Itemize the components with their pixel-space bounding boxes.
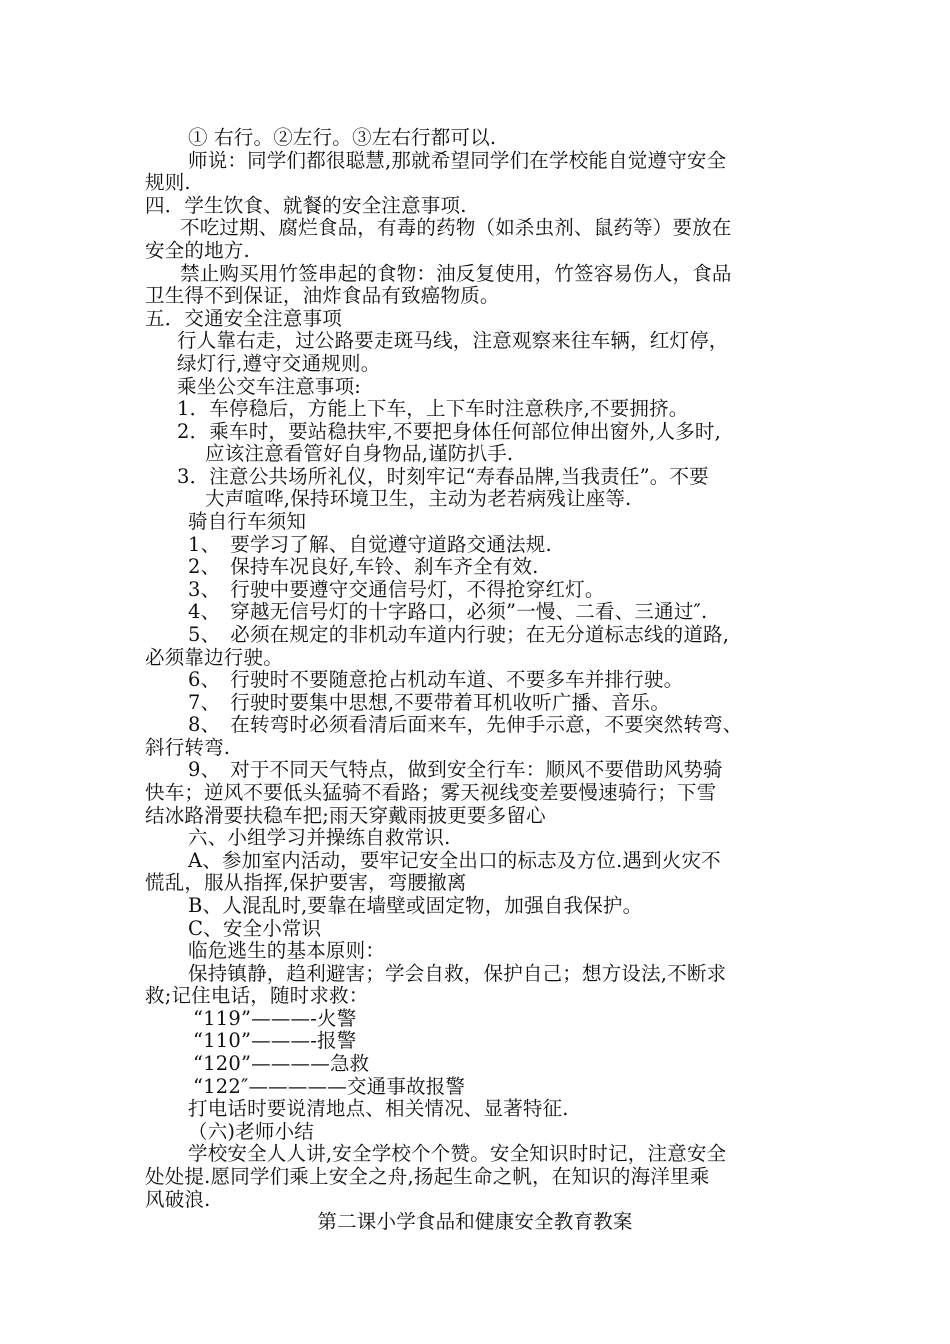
list-item: 3．注意公共场所礼仪，时刻牢记“寿春品牌,当我责任”。不要: [177, 465, 709, 488]
list-item: 2、 保持车况良好,车铃、刹车齐全有效.: [188, 555, 539, 578]
text-line: 绿灯行,遵守交通规则。: [177, 352, 381, 375]
list-item: 7、 行驶时要集中思想,不要带着耳机收听广播、音乐。: [188, 691, 671, 714]
list-item: 3、 行驶中要遵守交通信号灯，不得抢穿红灯。: [188, 578, 605, 601]
text-line: 卫生得不到保证，油炸食品有致癌物质。: [145, 284, 500, 307]
list-item: 2．乘车时，要站稳扶牢,不要把身体任何部位伸出窗外,人多时,: [177, 420, 722, 443]
text-line: C、安全小常识: [188, 917, 322, 940]
text-line: 保持镇静，趋利避害；学会自救，保护自己；想方设法,不断求: [188, 962, 727, 985]
text-line: 救;记住电话，随时求救：: [145, 984, 369, 1007]
text-line: A、参加室内活动，要牢记安全出口的标志及方位.遇到火灾不: [188, 849, 721, 872]
phone-entry: “122″—————交通事故报警: [193, 1075, 466, 1098]
text-line: 打电话时要说清地点、相关情况、显著特征.: [188, 1097, 569, 1120]
list-item: 4、 穿越无信号灯的十字路口，必须”一慢、二看、三通过″.: [188, 600, 708, 623]
phone-entry: “119”———-火警: [193, 1007, 357, 1030]
section-heading: 五．交通安全注意事项: [145, 307, 343, 330]
section-heading: 六、小组学习并操练自救常识.: [188, 826, 451, 849]
text-line: 斜行转弯.: [145, 736, 231, 759]
list-item: 5、 必须在规定的非机动车道内行驶；在无分道标志线的道路,: [188, 623, 730, 646]
next-lesson-title: 第二课小学食品和健康安全教育教案: [317, 1210, 633, 1233]
text-line: 临危逃生的基本原则：: [188, 939, 386, 962]
list-item-continued: 应该注意看管好自身物品,谨防扒手.: [205, 442, 514, 465]
text-line: 师说：同学们都很聪慧,那就希望同学们在学校能自觉遵守安全: [188, 149, 727, 172]
text-line: 快车；逆风不要低头猛骑不看路；雾天视线变差要慢速骑行；下雪: [145, 781, 717, 804]
text-line: 禁止购买用竹签串起的食物：油反复使用，竹签容易伤人，食品: [180, 262, 732, 285]
text-line: 学校安全人人讲,安全学校个个赞。安全知识时时记，注意安全: [188, 1142, 727, 1165]
text-line: 处处提.愿同学们乘上安全之舟,扬起生命之帆，在知识的海洋里乘: [145, 1165, 710, 1188]
list-item: 1、 要学习了解、自觉遵守道路交通法规.: [188, 533, 552, 556]
text-line: 行人靠右走，过公路要走斑马线，注意观察来往车辆，红灯停，: [177, 329, 729, 352]
text-line: 不吃过期、腐烂食品，有毒的药物（如杀虫剂、鼠药等）要放在: [180, 216, 732, 239]
text-line: B、人混乱时,要靠在墙壁或固定物，加强自我保护。: [188, 894, 643, 917]
section-heading: （六)老师小结: [188, 1120, 315, 1143]
text-line: 风破浪.: [145, 1188, 211, 1211]
list-item: 6、 行驶时不要随意抢占机动车道、不要多车并排行驶。: [188, 668, 684, 691]
text-line: 结冰路滑要扶稳车把;雨天穿戴雨披更要多留心: [145, 804, 546, 827]
subheading: 骑自行车须知: [188, 510, 307, 533]
text-line: 规则.: [145, 171, 191, 194]
text-line: 慌乱，服从指挥,保护要害，弯腰撤离: [145, 871, 467, 894]
phone-entry: “120”————急救: [193, 1052, 370, 1075]
text-line: 乘坐公交车注意事项:: [177, 375, 362, 398]
section-heading: 四．学生饮食、就餐的安全注意事项.: [145, 194, 467, 217]
phone-entry: “110”———-报警: [193, 1029, 357, 1052]
list-item-continued: 大声喧哗,保持环境卫生，主动为老若病残让座等.: [205, 487, 632, 510]
text-line: ① 右行。②左行。③左右行都可以.: [188, 126, 497, 149]
list-item: 1．车停稳后，方能上下车，上下车时注意秩序,不要拥挤。: [177, 397, 689, 420]
list-item: 8、 在转弯时必须看清后面来车，先伸手示意，不要突然转弯、: [188, 713, 743, 736]
text-line: 安全的地方.: [145, 239, 250, 262]
list-item: 9、 对于不同天气特点，做到安全行车：顺风不要借助风势骑: [188, 758, 723, 781]
text-line: 必须靠边行驶。: [145, 646, 283, 669]
